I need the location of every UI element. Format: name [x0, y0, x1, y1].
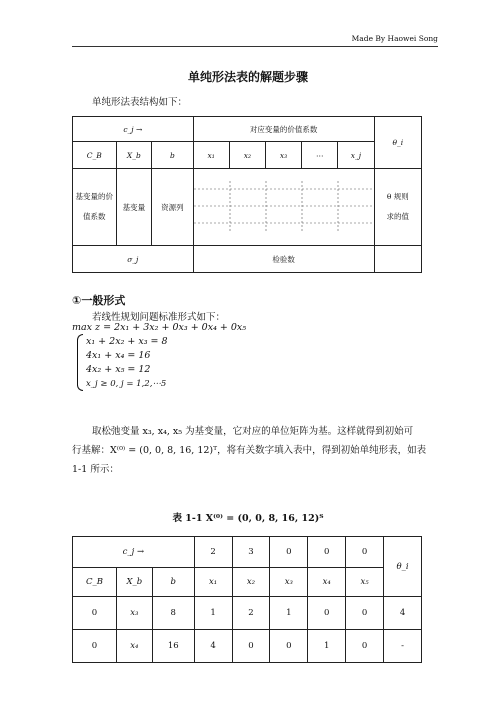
theta-rule-cell: θ 规则 求的值 [374, 169, 421, 246]
value-cell: 0 [346, 630, 384, 663]
value-cell: 1 [194, 597, 232, 630]
coef-header: 对应变量的价值系数 [193, 117, 374, 142]
b-cell: 16 [152, 630, 194, 663]
var-header: x₁ [193, 142, 229, 169]
value-cell: 0 [346, 597, 384, 630]
objective-function: max z = 2x₁ + 3x₂ + 0x₃ + 0x₄ + 0x₅ [72, 322, 247, 333]
var-header: x_j [338, 142, 374, 169]
value-cell: 0 [308, 597, 346, 630]
cost-cell: 2 [194, 537, 232, 568]
cj-label: c_j → [73, 117, 194, 142]
initial-simplex-table [72, 536, 422, 663]
cj-label: c_j → [73, 537, 195, 568]
paragraph-line: 取松弛变量 x₃, x₄, x₅ 为基变量，它对应的单位矩阵为基。这样就得到初始可 [92, 426, 414, 437]
constraint: x₁ + 2x₂ + x₃ = 8 [86, 336, 168, 347]
xb-cell: x₃ [116, 597, 152, 630]
cb-cell: 0 [73, 630, 117, 663]
var-header: ⋯ [302, 142, 338, 169]
value-cell: 0 [232, 630, 270, 663]
value-cell: 4 [194, 630, 232, 663]
basis-value-cell: 基变量的价值系数 [73, 169, 117, 246]
cost-cell: 3 [232, 537, 270, 568]
constraint: x_j ≥ 0, j = 1,2,⋯5 [86, 379, 167, 389]
b-cell: 8 [152, 597, 194, 630]
theta-cell: - [384, 630, 422, 663]
value-cell: 0 [270, 630, 308, 663]
var-header: x₂ [229, 142, 265, 169]
check-label: 检验数 [193, 246, 374, 273]
value-cell: 1 [308, 630, 346, 663]
table-row [73, 630, 422, 663]
constraint: 4x₂ + x₅ = 12 [86, 364, 151, 375]
empty-cell [374, 246, 421, 273]
cost-cell: 0 [270, 537, 308, 568]
coefficient-grid [193, 169, 374, 246]
xb-header: X_b [116, 568, 152, 597]
b-header: b [152, 568, 194, 597]
cost-cell: 0 [308, 537, 346, 568]
section-heading: ①一般形式 [72, 294, 126, 307]
var-header: x₃ [270, 568, 308, 597]
var-header: x₄ [308, 568, 346, 597]
dashed-grid [194, 181, 374, 231]
xb-cell: x₄ [116, 630, 152, 663]
constraint: 4x₁ + x₄ = 16 [86, 350, 151, 361]
cb-header: C_B [73, 568, 117, 597]
var-header: x₅ [346, 568, 384, 597]
page-title: 单纯形法表的解题步骤 [187, 70, 308, 84]
theta-header: θ_i [374, 117, 421, 169]
table-caption: 表 1-1 X⁽⁰⁾ = (0, 0, 8, 16, 12)ᵀ [172, 513, 324, 524]
paragraph-line: 1-1 所示： [72, 464, 119, 475]
var-header: x₁ [194, 568, 232, 597]
sigma-label: σ_j [73, 246, 194, 273]
cb-header: C_B [73, 142, 117, 169]
paragraph-line: 行基解：X⁽⁰⁾ = (0, 0, 8, 16, 12)ᵀ，将有关数字填入表中，得到初始单纯形表，如表 [72, 445, 427, 456]
constraint-brace [77, 334, 83, 391]
problem-intro: 若线性规划问题标准形式如下： [92, 312, 226, 323]
resource-cell: 资源列 [152, 169, 193, 246]
value-cell: 2 [232, 597, 270, 630]
simplex-structure-table [72, 116, 422, 273]
page-header: Made By Haowei Song [72, 34, 438, 47]
cost-cell: 0 [346, 537, 384, 568]
intro-text: 单纯形法表结构如下： [92, 97, 188, 108]
var-header: x₃ [265, 142, 301, 169]
xb-header: X_b [116, 142, 152, 169]
b-header: b [152, 142, 193, 169]
theta-header: θ_i [384, 537, 422, 597]
var-header: x₂ [232, 568, 270, 597]
table-row [73, 597, 422, 630]
value-cell: 1 [270, 597, 308, 630]
cb-cell: 0 [73, 597, 117, 630]
theta-cell: 4 [384, 597, 422, 630]
basis-var-cell: 基变量 [116, 169, 152, 246]
